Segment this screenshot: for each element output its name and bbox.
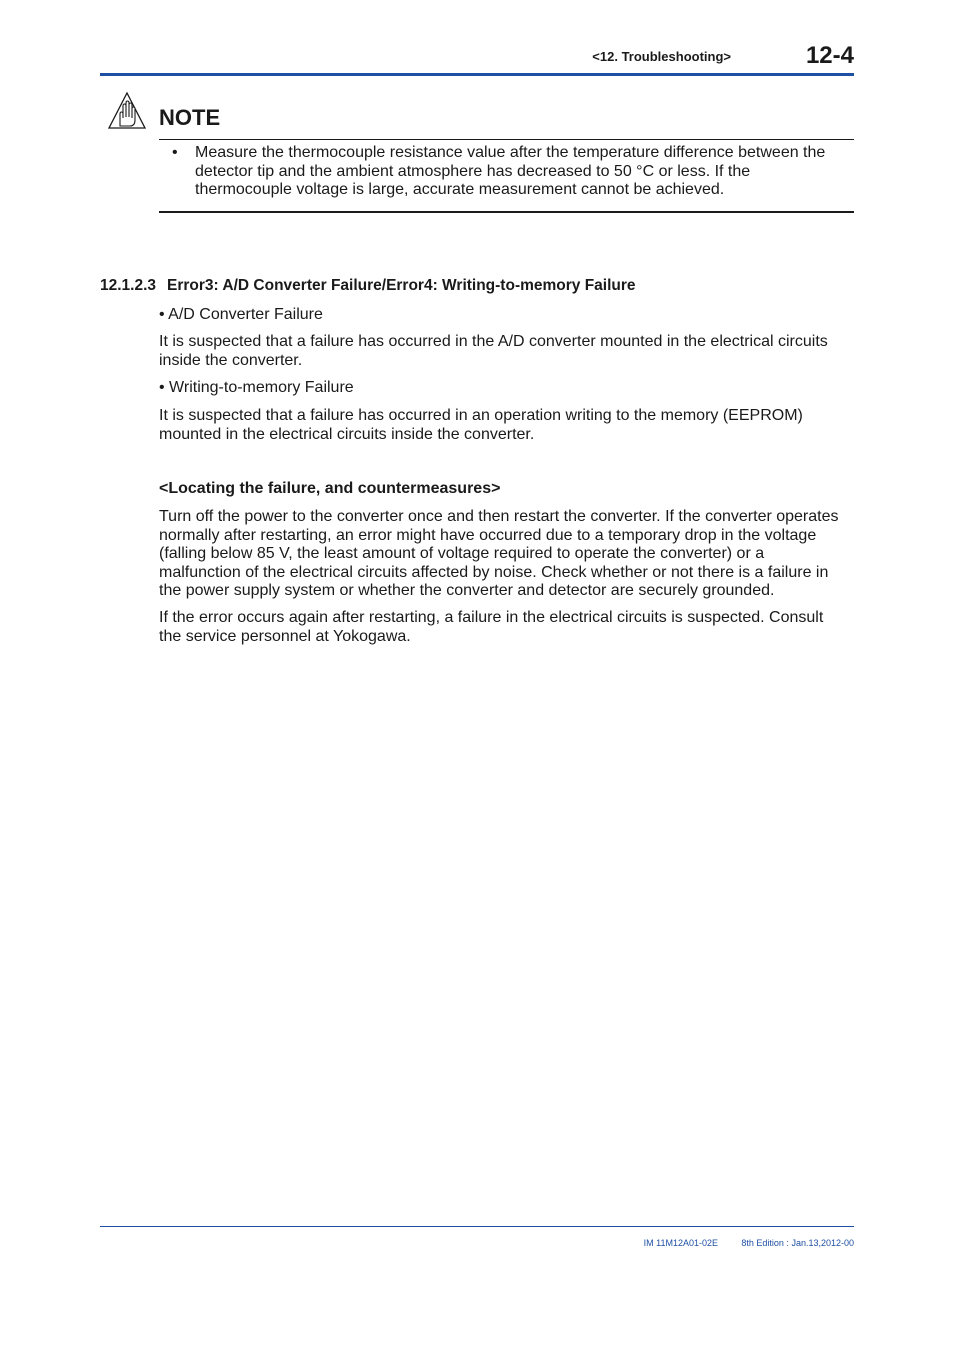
note-bullet: • [172,144,178,161]
note-title: NOTE [159,105,221,130]
page-number: 12-4 [805,42,854,69]
paragraph-ad-converter: It is suspected that a failure has occurred in the A/D converter mounted in the electrical circuits inside the converter. [159,333,828,369]
note-bottom-rule [159,211,854,213]
section-number: 12.1.2.3 [100,277,157,294]
note-top-rule [159,139,854,140]
section-heading [100,277,636,295]
paragraph-countermeasures-2: If the error occurs again after restarting, a failure in the electrical circuits is suspected. Consult the service personnel at Yokogawa. [159,609,824,645]
footer-doc-number: IM 11M12A01-02E [643,1238,718,1248]
section-title: Error3: A/D Converter Failure/Error4: Writing-to-memory Failure [167,277,636,294]
paragraph-countermeasures-1: Turn off the power to the converter once and then restart the converter. If the converter operates normally after restarting, an error might have occurred due to a temporary drop in the voltage (falling below 85 V, the least amount of voltage required to operate the converter) or a malfunction of the electrical circuits affected by noise. Check whether or not there is a failure in the power supply system or whether the converter and detector are securely grounded. [159,508,839,599]
bullet-ad-converter-failure: • A/D Converter Failure [159,306,323,323]
hand-caution-icon [108,92,146,130]
paragraph-writing-to-memory: It is suspected that a failure has occurred in an operation writing to the memory (EEPROM) mounted in the electrical circuits inside the converter. [159,407,803,443]
note-text: Measure the thermocouple resistance value after the temperature difference between the detector tip and the ambient atmosphere has decreased to 50 °C or less. If the thermocouple voltage is large, accurate measurement cannot be achieved. [195,144,826,198]
bullet-writing-to-memory-failure: • Writing-to-memory Failure [159,379,354,396]
header-rule [100,73,854,76]
countermeasures-subheading: <Locating the failure, and countermeasures> [159,480,501,497]
footer-rule [100,1226,854,1227]
chapter-header: <12. Troubleshooting> [592,49,731,64]
footer-edition: 8th Edition : Jan.13,2012-00 [741,1238,854,1248]
